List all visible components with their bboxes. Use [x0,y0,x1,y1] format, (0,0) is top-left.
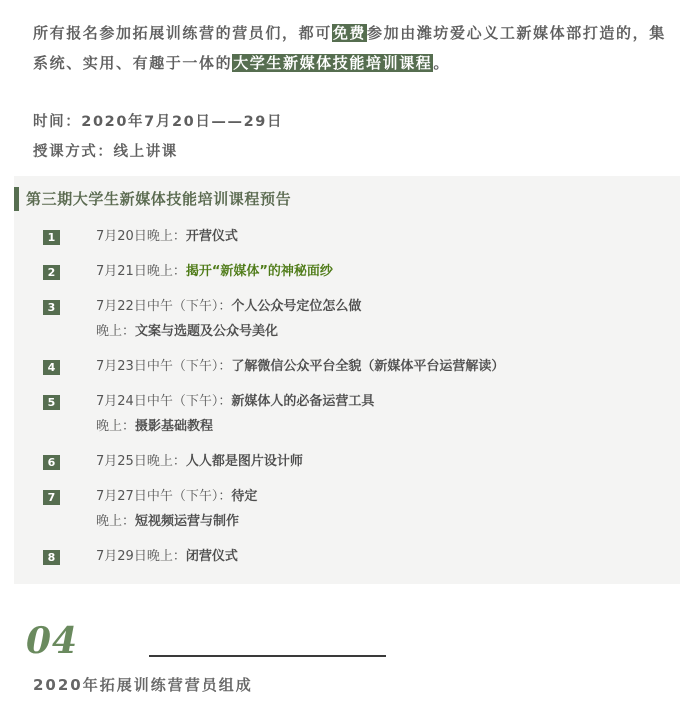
intro-text-2: 参加由潍坊爱心义工新媒体部打造的，集系统、实用、有趣于一体的 [33,24,666,72]
item-line [96,227,238,247]
item-topic: 开营仪式 [185,229,238,244]
item-evening-line [96,322,278,342]
item-evening-label: 晚上： [96,514,136,529]
item-topic: 揭开“新媒体”的神秘面纱 [185,264,333,279]
item-evening-topic: 摄影基础教程 [135,419,214,434]
section-title: 2020年拓展训练营营员组成 [33,676,253,694]
section-divider [149,655,386,657]
item-number-badge: 1 [43,230,60,245]
item-evening-label: 晚上： [96,324,136,339]
title-accent-bar [14,187,19,211]
item-line [96,357,504,377]
intro-text-3: 。 [433,54,451,72]
intro-text-1: 所有报名参加拓展训练营的营员们，都可 [33,24,332,42]
item-line [96,547,238,567]
item-number-badge: 8 [43,550,60,565]
item-number-badge: 6 [43,455,60,470]
item-number-badge: 7 [43,490,60,505]
item-line [96,452,303,472]
item-topic: 新媒体人的必备运营工具 [231,394,375,409]
item-topic: 待定 [231,489,258,504]
item-line [96,297,361,317]
course-highlight: 大学生新媒体技能培训课程 [233,54,433,72]
item-number-badge: 3 [43,300,60,315]
item-date: 7月24日中午（下午）： [96,394,232,409]
item-date: 7月22日中午（下午）： [96,299,232,314]
item-topic: 个人公众号定位怎么做 [231,299,362,314]
item-line [96,392,374,412]
item-topic: 了解微信公众平台全貌（新媒体平台运营解读） [231,359,505,374]
free-highlight: 免费 [332,24,367,42]
item-date: 7月20日晚上： [96,229,186,244]
item-date: 7月29日晚上： [96,549,186,564]
section-number: 04 [26,620,79,662]
item-topic: 闭营仪式 [185,549,238,564]
item-number-badge: 2 [43,265,60,280]
item-number-badge: 4 [43,360,60,375]
item-evening-topic: 文案与选题及公众号美化 [135,324,279,339]
item-date: 7月27日中午（下午）： [96,489,232,504]
item-date: 7月25日晚上： [96,454,186,469]
item-evening-label: 晚上： [96,419,136,434]
item-date: 7月23日中午（下午）： [96,359,232,374]
item-line [96,262,333,282]
intro-paragraph [33,18,673,78]
schedule-panel [14,176,680,584]
item-line [96,487,257,507]
item-number-badge: 5 [43,395,60,410]
teaching-mode-info: 授课方式：线上讲课 [33,144,178,160]
item-evening-topic: 短视频运营与制作 [135,514,240,529]
item-topic: 人人都是图片设计师 [185,454,303,469]
item-evening-line [96,512,239,532]
schedule-title: 第三期大学生新媒体技能培训课程预告 [26,190,292,208]
item-evening-line [96,417,213,437]
time-info: 时间：2020年7月20日——29日 [33,114,284,130]
item-date: 7月21日晚上： [96,264,186,279]
